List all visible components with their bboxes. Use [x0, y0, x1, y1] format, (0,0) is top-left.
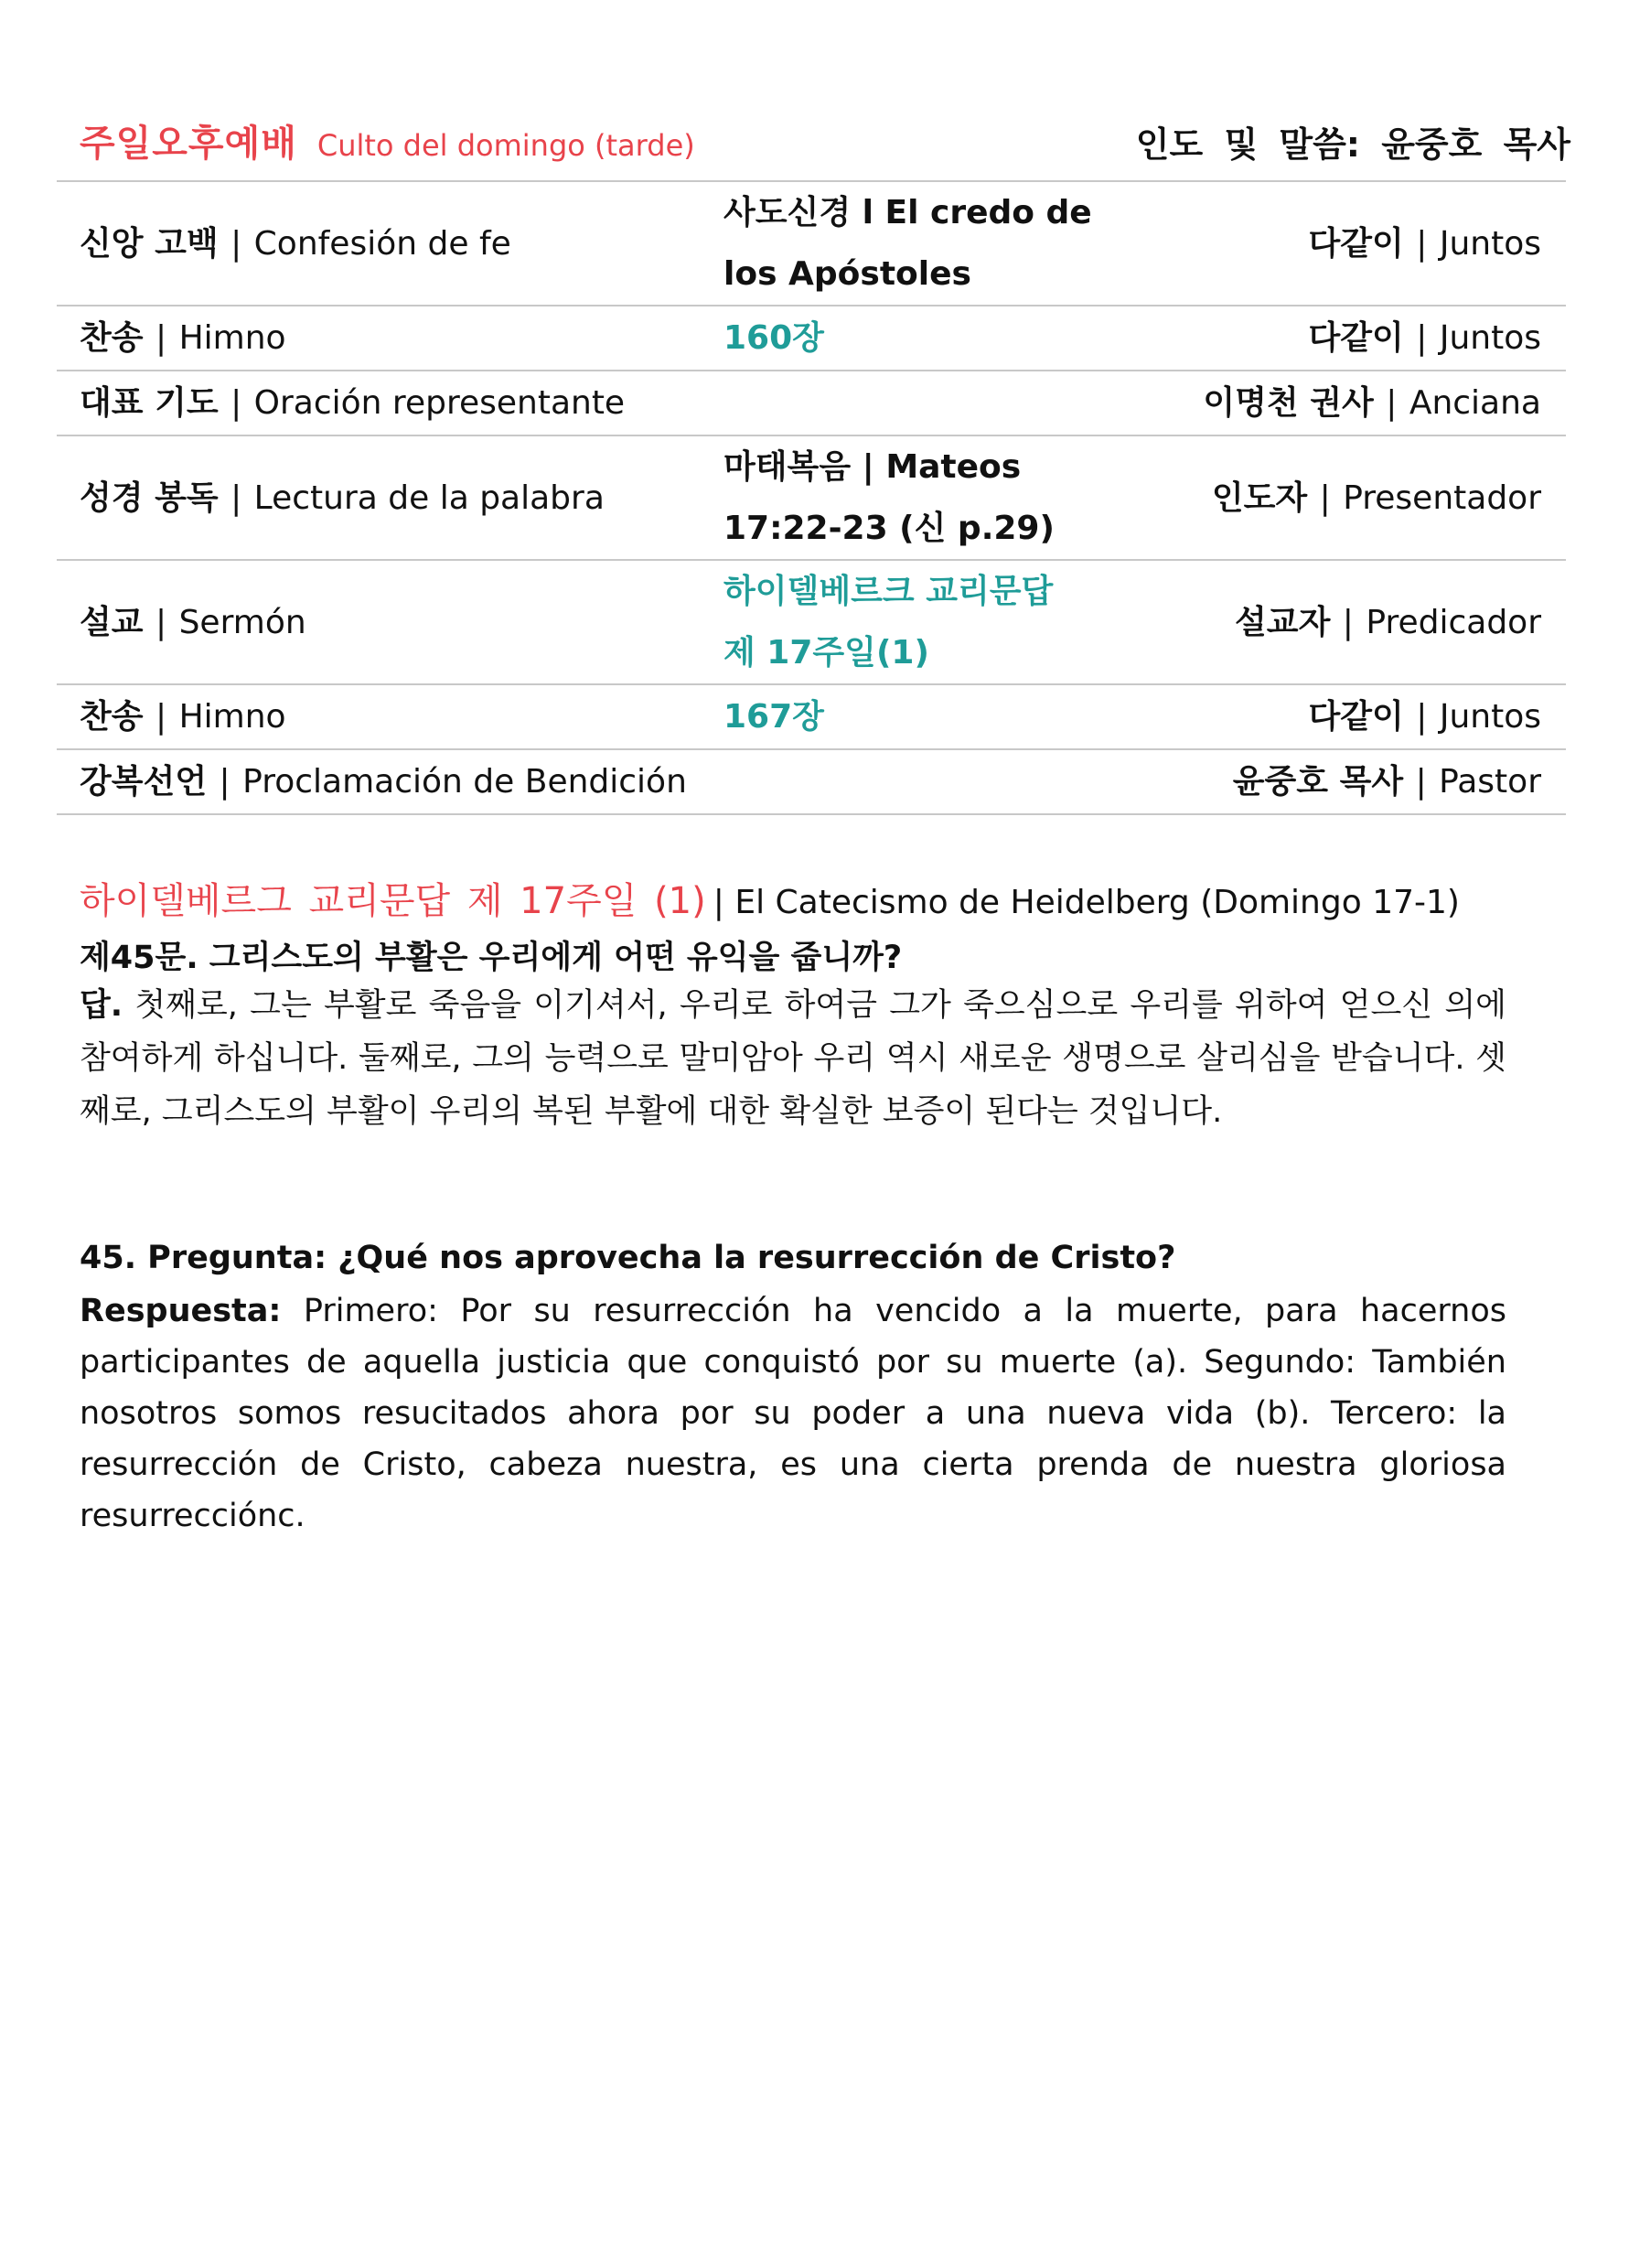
order-row	[57, 371, 1566, 435]
service-title	[80, 114, 695, 167]
order-item-korean: 신앙 고백	[80, 224, 219, 263]
catechism-question-korean: 제45문. 그리스도의 부활은 우리에게 어떤 유익을 줍니까?	[80, 940, 903, 976]
order-content	[723, 435, 1117, 560]
order-who-spanish: Presentador	[1343, 478, 1541, 517]
order-who-spanish: Anciana	[1409, 384, 1541, 422]
order-content-line: 마태복음 | Mateos	[723, 448, 1022, 486]
order-item-korean: 강복선언	[80, 763, 208, 801]
order-content	[723, 371, 1117, 435]
order-item-spanish: Proclamación de Bendición	[242, 763, 687, 801]
service-header	[80, 112, 1570, 167]
order-item-spanish: Confesión de fe	[253, 224, 511, 263]
order-item: 찬송 | Himno	[57, 306, 723, 371]
order-who: 다같이 | Juntos	[1117, 684, 1566, 749]
order-who: 윤중호 목사 | Pastor	[1117, 749, 1566, 814]
order-content-line: los Apóstoles	[723, 255, 971, 293]
catechism-question-spanish: 45. Pregunta: ¿Qué nos aprovecha la resurrección de Cristo?	[80, 1240, 1176, 1276]
order-who-spanish: Pastor	[1439, 763, 1541, 801]
order-content-line: 제 17주일(1)	[723, 634, 929, 672]
order-who-korean: 다같이	[1308, 224, 1404, 263]
order-item-korean: 성경 봉독	[80, 478, 219, 517]
order-who-spanish: Predicador	[1366, 603, 1541, 641]
order-item-spanish: Oración representante	[253, 384, 626, 422]
catechism-answer-korean	[80, 979, 1506, 1138]
order-who: 인도자 | Presentador	[1117, 435, 1566, 560]
order-content	[723, 306, 1117, 371]
service-title-spanish: Culto del domingo (tarde)	[316, 128, 695, 163]
order-item-spanish: Himno	[178, 698, 286, 736]
order-content	[723, 684, 1117, 749]
order-who: 이명천 권사 | Anciana	[1117, 371, 1566, 435]
order-item: 성경 봉독 | Lectura de la palabra	[57, 435, 723, 560]
order-who-korean: 윤중호 목사	[1232, 763, 1404, 801]
order-content-line: 사도신경 l El credo de	[723, 194, 1092, 231]
order-row	[57, 181, 1566, 306]
order-row	[57, 306, 1566, 371]
answer-text-spanish: Primero: Por su resurrección ha vencido a la muerte, para hacernos participantes de aquella justicia que conquistó por su muerte (a). Segundo: También nosotros somos resucitados ahora por su poder a una nueva vida (b). Tercero: la resurrección de Cristo, cabeza nuestra, es una cierta prenda de nuestra gloriosa resurrecciónc.	[80, 1293, 1506, 1534]
order-content-line: 167장	[723, 698, 824, 736]
order-item-korean: 찬송	[80, 698, 144, 736]
order-who-spanish: Juntos	[1439, 319, 1541, 357]
order-who-korean: 설교자	[1235, 603, 1331, 641]
order-who-spanish: Juntos	[1439, 224, 1541, 263]
catechism-heading-spanish: | El Catecismo de Heidelberg (Domingo 17-1)	[713, 884, 1460, 921]
order-who-korean: 이명천 권사	[1203, 384, 1374, 422]
order-item: 강복선언 | Proclamación de Bendición	[57, 749, 723, 814]
answer-text-korean: 첫째로, 그는 부활로 죽음을 이기셔서, 우리로 하여금 그가 죽으심으로 우리를 위하여 얻으신 의에 참여하게 하십니다. 둘째로, 그의 능력으로 말미암아 우리 역시 새로운 생명으로 살리심을 받습니다. 셋째로, 그리스도의 부활이 우리의 복된 부활에 대한 확실한 보증이 된다는 것입니다.	[80, 987, 1506, 1130]
answer-label-korean: 답.	[80, 987, 123, 1024]
order-content	[723, 181, 1117, 306]
order-of-worship-table	[57, 180, 1566, 815]
order-who: 설교자 | Predicador	[1117, 560, 1566, 684]
order-content-line: 17:22-23 (신 p.29)	[723, 510, 1055, 547]
order-content	[723, 749, 1117, 814]
order-item-korean: 찬송	[80, 319, 144, 357]
order-item-korean: 대표 기도	[80, 384, 219, 422]
order-row	[57, 684, 1566, 749]
order-item: 대표 기도 | Oración representante	[57, 371, 723, 435]
order-content-line: 하이델베르크 교리문답	[723, 573, 1054, 610]
service-leader: 인도 및 말씀: 윤중호 목사	[1135, 124, 1570, 165]
order-item-spanish: Himno	[178, 319, 286, 357]
order-who-korean: 인도자	[1211, 478, 1308, 517]
order-row	[57, 749, 1566, 814]
order-content	[723, 560, 1117, 684]
answer-label-spanish: Respuesta:	[80, 1293, 282, 1329]
order-who-spanish: Juntos	[1439, 698, 1541, 736]
order-who: 다같이 | Juntos	[1117, 181, 1566, 306]
order-item: 찬송 | Himno	[57, 684, 723, 749]
order-who-korean: 다같이	[1308, 319, 1404, 357]
catechism-heading-korean: 하이델베르그 교리문답 제 17주일 (1)	[80, 880, 706, 922]
order-item-spanish: Lectura de la palabra	[253, 478, 605, 517]
catechism-heading	[80, 872, 1598, 924]
order-row	[57, 560, 1566, 684]
order-who: 다같이 | Juntos	[1117, 306, 1566, 371]
order-item: 설교 | Sermón	[57, 560, 723, 684]
order-who-korean: 다같이	[1308, 698, 1404, 736]
order-content-line: 160장	[723, 319, 824, 357]
order-of-worship-body	[57, 181, 1566, 814]
order-item-spanish: Sermón	[178, 603, 306, 641]
service-title-korean: 주일오후예배	[80, 123, 297, 165]
order-row	[57, 435, 1566, 560]
order-item: 신앙 고백 | Confesión de fe	[57, 181, 723, 306]
catechism-answer-spanish	[80, 1285, 1506, 1542]
order-item-korean: 설교	[80, 603, 144, 641]
